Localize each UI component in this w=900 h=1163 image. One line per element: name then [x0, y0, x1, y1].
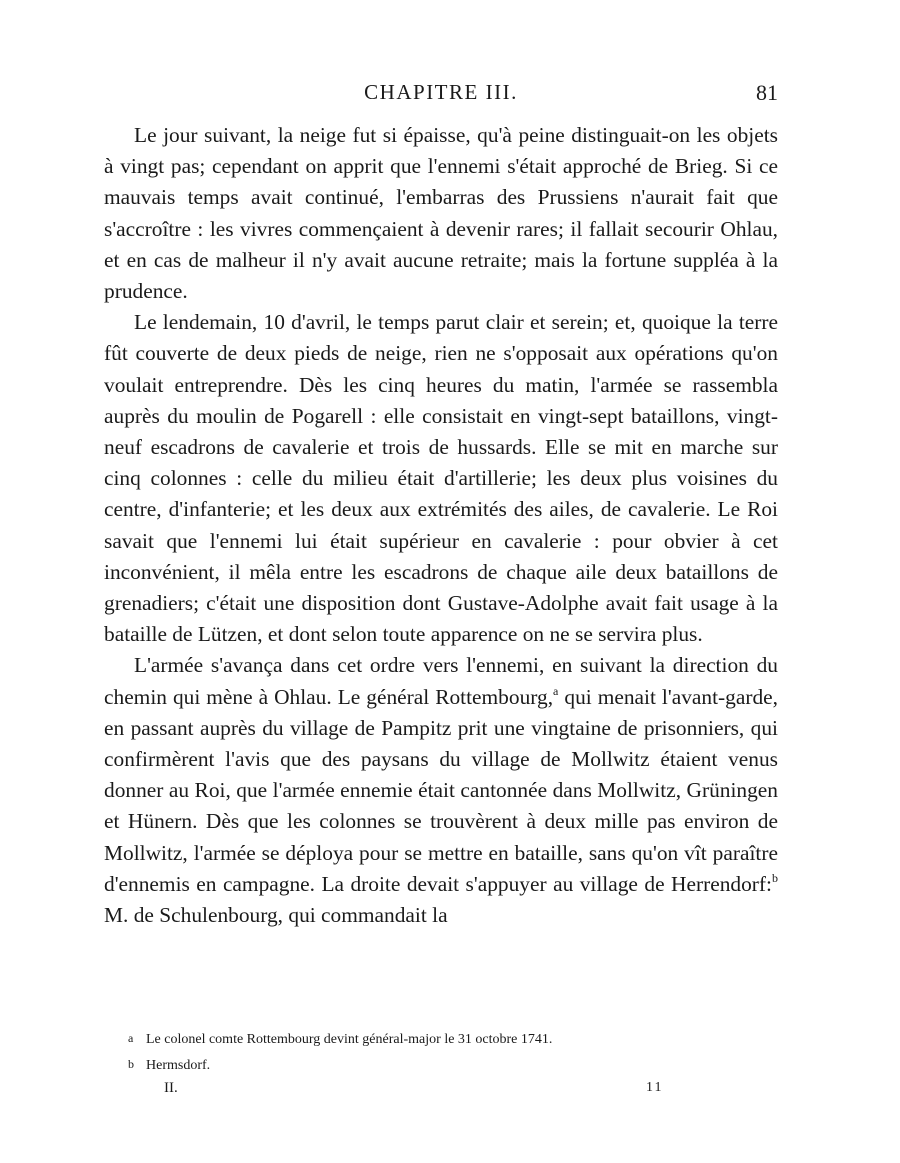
footnote-ref-b: b: [772, 870, 778, 885]
paragraph-1: Le jour suivant, la neige fut si épaisse, qu'à peine distinguait-on les objets à vingt pas; cependant on apprit que l'ennemi s'était approché de Brieg. Si ce mauvais temps avait continué, l'embarras des Prussiens n'aurait fait que s'accroître : les vivres commençaient à devenir rares; il fallait secourir Ohlau, et en cas de malheur il n'y avait aucune retraite; mais la fortune suppléa à la prudence.: [104, 123, 778, 304]
body-text: [104, 120, 778, 931]
footnote-marker: b: [128, 1057, 134, 1071]
footnote-text: Le colonel comte Rottembourg devint général-major le 31 octobre 1741.: [146, 1032, 553, 1047]
sheet-signature: 11: [646, 1080, 664, 1095]
footnote-a: [128, 1026, 778, 1052]
running-head: [104, 80, 778, 110]
page-number: 81: [756, 80, 778, 105]
paragraph-3-part-2: qui menait l'avant-garde, en passant auprès du village de Pampitz prit une vingtaine de prisonniers, qui confirmèrent l'avis que des paysans du village de Mollwitz étaient venus donner au Roi, que l'armée ennemie était cantonnée dans Mollwitz, Grüningen et Hünern. Dès que les colonnes se trouvèrent à deux mille pas environ de Mollwitz, l'armée se déploya pour se mettre en bataille, sans qu'on vît paraître d'ennemis en campagne. La droite devait s'appuyer au village de Herrendorf:: [104, 684, 778, 896]
paragraph-3-part-1: L'armée s'avança dans cet ordre vers l'ennemi, en suivant la direction du chemin qui mène à Ohlau. Le général Rottembourg,: [104, 653, 778, 709]
footnote-marker: a: [128, 1031, 134, 1045]
paragraph-3: [104, 650, 778, 931]
volume-signature: II.: [164, 1080, 178, 1096]
paragraph-3-part-3: M. de Schulenbourg, qui commandait la: [104, 903, 448, 928]
chapter-title: CHAPITRE III.: [364, 80, 518, 104]
footnote-text: Hermsdorf.: [146, 1058, 211, 1073]
footnote-ref-a: a: [553, 683, 559, 698]
paragraph-2: Le lendemain, 10 d'avril, le temps parut clair et serein; et, quoique la terre fût couverte de deux pieds de neige, rien ne s'opposait aux opérations qu'on voulait entreprendre. Dès les cinq heures du matin, l'armée se rassembla auprès du moulin de Pogarell : elle consistait en vingt-sept bataillons, vingt-neuf escadrons de cavalerie et trois de hussards. Elle se mit en marche sur cinq colonnes : celle du milieu était d'artillerie; les deux plus voisines du centre, d'infanterie; et les deux aux extrémités des ailes, de cavalerie. Le Roi savait que l'ennemi lui était supérieur en cavalerie : pour obvier à cet inconvénient, il mêla entre les escadrons de chaque aile deux bataillons de grenadiers; c'était une disposition dont Gustave-Adolphe avait fait usage à la bataille de Lützen, et dont selon toute apparence on ne se servira plus.: [104, 310, 778, 647]
footnotes: [128, 1026, 778, 1078]
footnote-b: [128, 1052, 778, 1078]
